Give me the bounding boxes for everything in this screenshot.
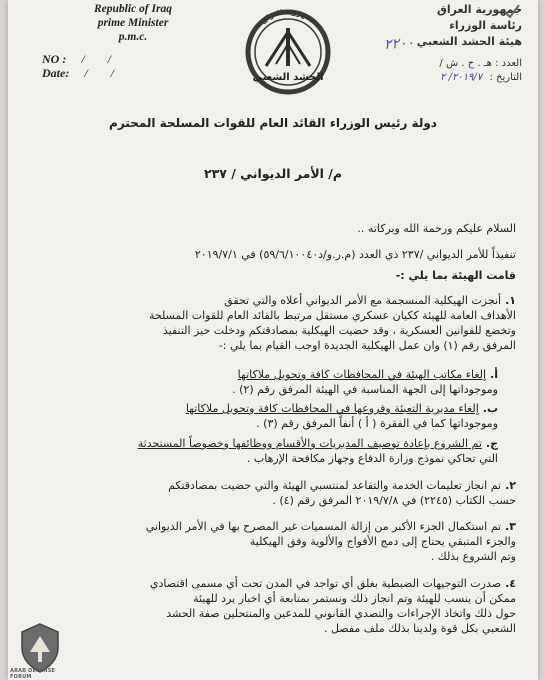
list-item-4	[26, 576, 516, 636]
header-english	[78, 2, 188, 44]
item-number: ٣.	[505, 520, 516, 533]
greeting: السلام عليكم ورحمة الله وبركاته ..	[357, 222, 516, 235]
intro-line: تنفيذاً للأمر الديواني /٢٣٧ ذي العدد (م.ر.و/د٥٩/٦/١٠٠٤٠) في ٢٠١٩/٧/١	[194, 248, 516, 261]
item-line: إلغاء مديرية التعبئة وفروعها في المحافظات كافة وتحويل ملاكاتها	[185, 402, 479, 415]
item-line: الأهداف العامة للهيئة ككيان عسكري مستقل مرتبط بالقائد العام للقوات المسلحة	[149, 309, 516, 322]
item-number: ج.	[485, 437, 498, 450]
item-line: تم انجاز تعليمات الخدمة والتقاعد لمنتسبي الهيئة والتي حضيت بمصادقتكم	[168, 479, 502, 492]
header-ar-line1: جمهورية العراق	[437, 3, 522, 16]
item-number: ١.	[505, 294, 516, 307]
item-line: أنجزت الهيكلية المنسجمة مع الأمر الديواني أعلاه والتي تحقق	[224, 294, 502, 307]
handwritten-reference-number: ٢٢٠٠	[383, 34, 415, 54]
header-en-line3: p.m.c.	[118, 31, 148, 43]
item-line: وموجوداتها كما في الفقرة ( أ ) أنفاً المرفق رقم (٣) .	[256, 417, 498, 430]
list-item-3	[26, 519, 516, 564]
list-item-1	[26, 293, 516, 353]
item-line: المرفق رقم (١) وان عمل الهيكلية الجديدة اوجب القيام بما يلي :-	[218, 339, 516, 352]
item-line: ممكن أن ينسب للهيئة وتم انجاز ذلك ونستمر بمتابعة أي اخبار يرد للهيئة	[193, 592, 516, 605]
list-item-2	[26, 478, 516, 508]
header-en-line2: prime Minister	[97, 17, 169, 29]
item-number: ٢.	[505, 479, 516, 492]
date-slashes: / /	[84, 66, 124, 80]
ar-date-label: التاريخ :	[489, 72, 522, 83]
list-item-c	[28, 436, 498, 466]
forum-watermark-logo	[18, 622, 62, 674]
header-ar-date	[440, 72, 522, 83]
item-number: أ.	[490, 368, 498, 381]
ar-number-label: العدد : هـ . ح . ش /	[439, 58, 522, 69]
item-line: حسب الكتاب (٢٢٤٥) في ٢٠١٩/٧/٨ المرفق رقم (٤) .	[272, 494, 516, 507]
item-line: حول ذلك واتخاذ الإجراءات والتصدي القانوني للمدعين والمنتحلين صفة الحشد	[166, 607, 516, 620]
number-label: NO :	[42, 52, 67, 66]
checkmark-icon	[502, 2, 522, 22]
item-line: الشعبي بكل قوة ولدينا بذلك ملف مفصل .	[323, 622, 516, 635]
date-label: Date:	[42, 66, 70, 80]
item-line: وتم الشروع بذلك .	[430, 550, 516, 563]
item-line: التي تحاكي نموذج وزارة الدفاع وجهاز مكافحة الإرهاب .	[246, 452, 498, 465]
item-number: ٤.	[505, 577, 516, 590]
header-ar-line2: رئاسة الوزراء	[449, 19, 522, 32]
action-intro: قامت الهيئة بما يلي :-	[395, 269, 516, 282]
list-item-b	[28, 401, 498, 431]
item-line: وتخضع للقوانين العسكرية ، وقد حضيت الهيكلية بمصادقتكم ودخلت حيز التنفيذ	[162, 324, 516, 337]
addressee-line: دولة رئيس الوزراء القائد العام للقوات المسلحة المحترم	[109, 116, 437, 130]
header-en-date	[42, 66, 124, 81]
svg-text:جمهورية العراق	[260, 8, 317, 25]
item-line: إلغاء مكاتب الهيئة في المحافظات كافة وتحويل ملاكاتها	[237, 368, 487, 381]
item-number: ب.	[482, 402, 498, 415]
pmf-seal-emblem	[236, 6, 340, 96]
item-line: صدرت التوجيهات الضبطية بغلق أي تواجد في المدن تحت أي مسمى اقتصادي	[149, 577, 502, 590]
item-line: وموجوداتها إلى الجهة المناسبة في الهيئة المرفق رقم (٢) .	[232, 383, 498, 396]
header-en-number	[42, 52, 121, 67]
header-ar-number	[439, 58, 522, 69]
subject-line: م/ الأمر الديواني / ٢٣٧	[203, 166, 343, 181]
document-page	[8, 0, 538, 680]
header-ar-line3: هيئة الحشد الشعبي	[416, 35, 522, 48]
seal-top-text: جمهورية العراق	[259, 7, 317, 26]
handwritten-date: ٢٠١٩/٧/ ٢	[440, 72, 483, 83]
watermark-text: ARAB DEFENSE FORUM	[10, 668, 56, 680]
item-line: والجزء المتبقي يحتاج إلى دمج الأفواج والألوية وفق الهيكلية	[249, 535, 516, 548]
header-en-line1: Republic of Iraq	[94, 3, 172, 15]
number-slashes: / /	[81, 52, 121, 66]
seal-center-text: الحشد الشعبي	[252, 72, 324, 83]
item-line: تم الشروع بإعادة توصيف المديريات والأقسام ووظائفها وخصوصاً المستحدثة	[137, 437, 482, 450]
item-line: تم استكمال الجزء الأكبر من إزالة المسميات غير المصرح بها في الأمر الديواني	[145, 520, 502, 533]
list-item-a	[28, 367, 498, 397]
